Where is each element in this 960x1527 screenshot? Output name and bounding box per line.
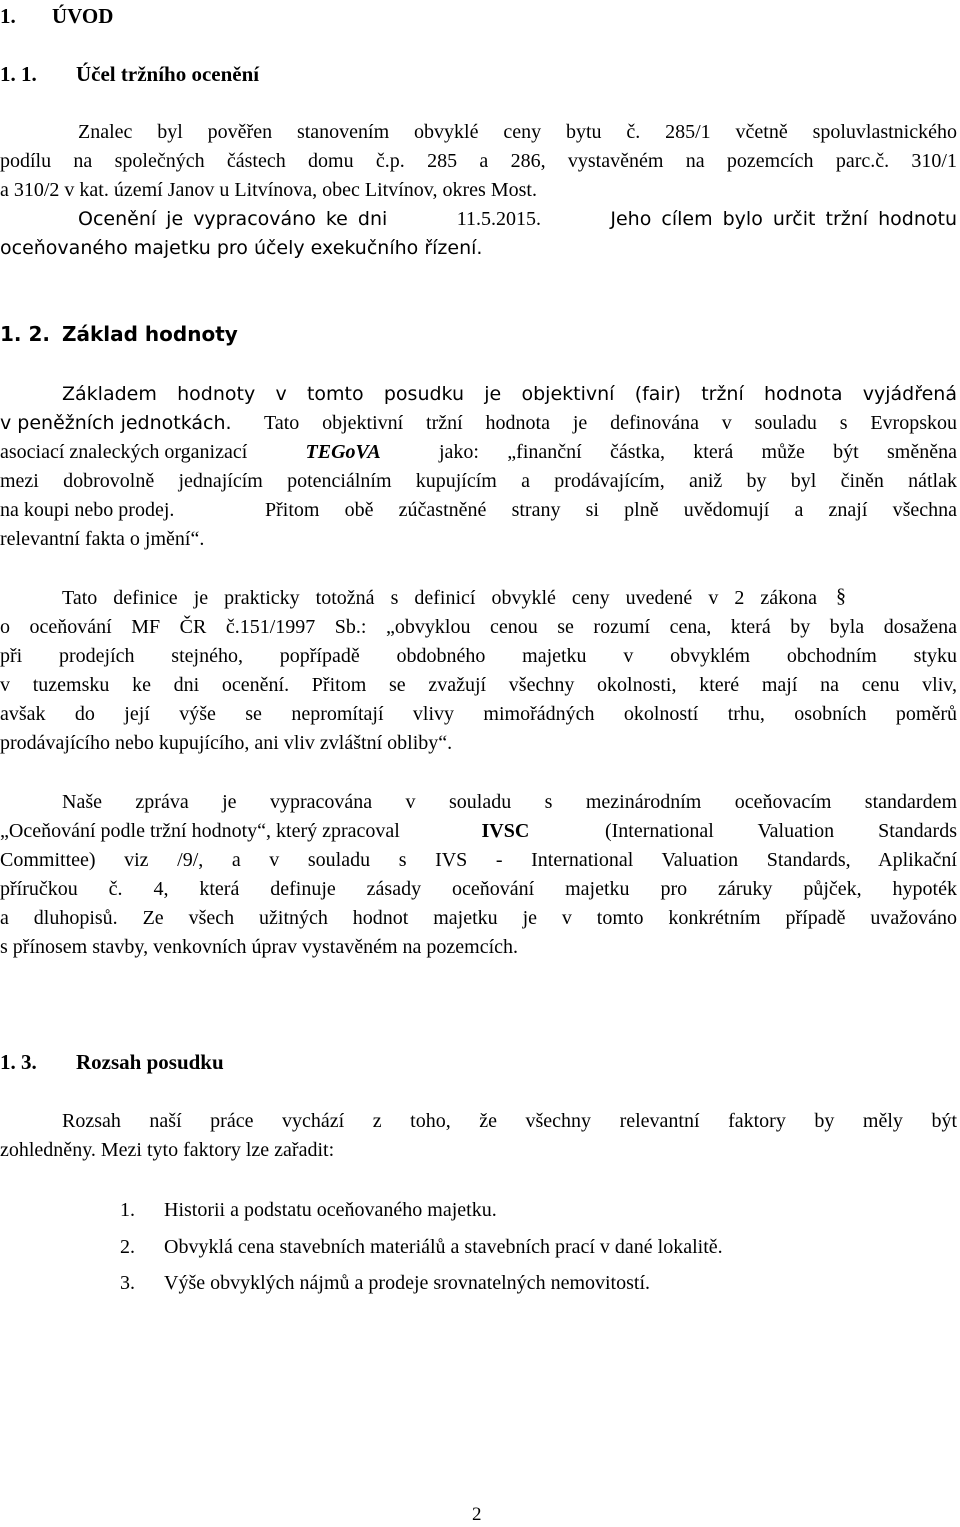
section-title: Rozsah posudku xyxy=(76,1050,224,1074)
text-run: „Oceňování podle tržní hodnoty“, který zpracoval xyxy=(0,820,400,842)
text-run: Tato objektivní tržní hodnota je definována v souladu s Evropskou xyxy=(264,412,957,434)
paragraph-line: Committee) viz /9/, a v souladu s IVS - International Valuation Standards, Aplikační xyxy=(0,849,957,871)
paragraph-line: oceňovaného majetku pro účely exekučního řízení. xyxy=(0,237,483,259)
paragraph-line xyxy=(0,584,957,613)
date-value: 11.5.2015. xyxy=(456,208,541,230)
list-item xyxy=(120,1233,723,1262)
section-heading-1-3 xyxy=(0,1050,224,1075)
paragraph-line: a 310/2 v kat. území Janov u Litvínova, obec Litvínov, okres Most. xyxy=(0,179,537,201)
list-text: Obvyklá cena stavebních materiálů a stavebních prací v dané lokalitě. xyxy=(164,1236,723,1258)
list-item xyxy=(120,1269,651,1298)
text-run: na koupi nebo prodej. xyxy=(0,499,175,521)
section-number: 1. 1. xyxy=(0,62,37,86)
chapter-number: 1. xyxy=(0,4,16,28)
list-number: 3. xyxy=(120,1272,135,1294)
section-title: Účel tržního ocenění xyxy=(76,62,260,86)
paragraph-line: a dluhopisů. Ze všech užitných hodnot majetku je v tomto konkrétním případě uvažováno xyxy=(0,907,957,929)
paragraph-line: o oceňování MF ČR č.151/1997 Sb.: „obvyklou cenou se rozumí cena, která by byla dosažena xyxy=(0,616,957,638)
section-title: Základ hodnoty xyxy=(62,322,238,346)
paragraph-line: prodávajícího nebo kupujícího, ani vliv zvláštní obliby“. xyxy=(0,732,453,754)
list-item xyxy=(120,1196,497,1225)
text-run: Ocenění je vypracováno ke dni xyxy=(78,208,388,230)
list-number: 2. xyxy=(120,1236,135,1258)
tegova-term: TEGoVA xyxy=(305,441,381,463)
ivsc-term: IVSC xyxy=(481,820,530,842)
paragraph-line: Základem hodnoty v tomto posudku je objektivní (fair) tržní hodnota vyjádřená xyxy=(62,383,957,405)
paragraph-line: s přínosem stavby, venkovních úprav vystavěném na pozemcích. xyxy=(0,936,519,958)
paragraph-line xyxy=(0,496,957,525)
paragraph-line: v tuzemsku ke dni ocenění. Přitom se zvažují všechny okolnosti, které mají na cenu vliv, xyxy=(0,674,957,696)
paragraph-line: příručkou č. 4, která definuje zásady oceňování majetku pro záruky půjček, hypoték xyxy=(0,878,957,900)
list-text: Historii a podstatu oceňovaného majetku. xyxy=(164,1199,497,1221)
chapter-heading xyxy=(0,4,114,29)
paragraph-line: avšak do její výše se nepromítají vlivy mimořádných okolností trhu, osobních poměrů xyxy=(0,703,957,725)
text-run: v peněžních jednotkách. xyxy=(0,412,232,434)
list-number: 1. xyxy=(120,1199,135,1221)
paragraph-line: mezi dobrovolně jednajícím potenciálním kupujícím a prodávajícím, aniž by byl činěn nátlak xyxy=(0,470,957,492)
section-heading-1-1 xyxy=(0,62,260,87)
text-run: Jeho cílem bylo určit tržní hodnotu xyxy=(610,208,957,230)
section-number: 1. 2. xyxy=(0,322,50,346)
paragraph-line xyxy=(0,438,957,467)
section-sign: § xyxy=(836,585,846,607)
text-run: Tato definice je prakticky totožná s definicí obvyklé ceny uvedené v 2 zákona xyxy=(62,587,817,609)
paragraph-line: Znalec byl pověřen stanovením obvyklé ceny bytu č. 285/1 včetně spoluvlastnického xyxy=(78,121,957,143)
text-run: Přitom obě zúčastněné strany si plně uvědomují a znají všechna xyxy=(265,499,957,521)
chapter-title: ÚVOD xyxy=(52,4,114,28)
paragraph-line: zohledněny. Mezi tyto faktory lze zařadit: xyxy=(0,1139,335,1161)
paragraph-line xyxy=(0,817,957,846)
page-number: 2 xyxy=(472,1504,482,1525)
paragraph-line xyxy=(0,409,957,438)
paragraph-line: Rozsah naší práce vychází z toho, že všechny relevantní faktory by měly být xyxy=(62,1110,957,1132)
paragraph-line: relevantní fakta o jmění“. xyxy=(0,528,205,550)
paragraph-line: podílu na společných částech domu č.p. 285 a 286, vystavěném na pozemcích parc.č. 310/1 xyxy=(0,150,957,172)
section-number: 1. 3. xyxy=(0,1050,37,1074)
paragraph-line xyxy=(0,205,957,234)
list-text: Výše obvyklých nájmů a prodeje srovnatelných nemovitostí. xyxy=(164,1272,651,1294)
text-run: jako: „finanční částka, která může být směněna xyxy=(439,441,957,463)
section-heading-1-2 xyxy=(0,322,238,346)
paragraph-line: při prodejích stejného, popřípadě obdobného majetku v obvyklém obchodním styku xyxy=(0,645,957,667)
text-run: asociací znaleckých organizací xyxy=(0,441,248,463)
paragraph-line: Naše zpráva je vypracována v souladu s mezinárodním oceňovacím standardem xyxy=(62,791,957,813)
text-run: (International Valuation Standards xyxy=(604,820,957,842)
